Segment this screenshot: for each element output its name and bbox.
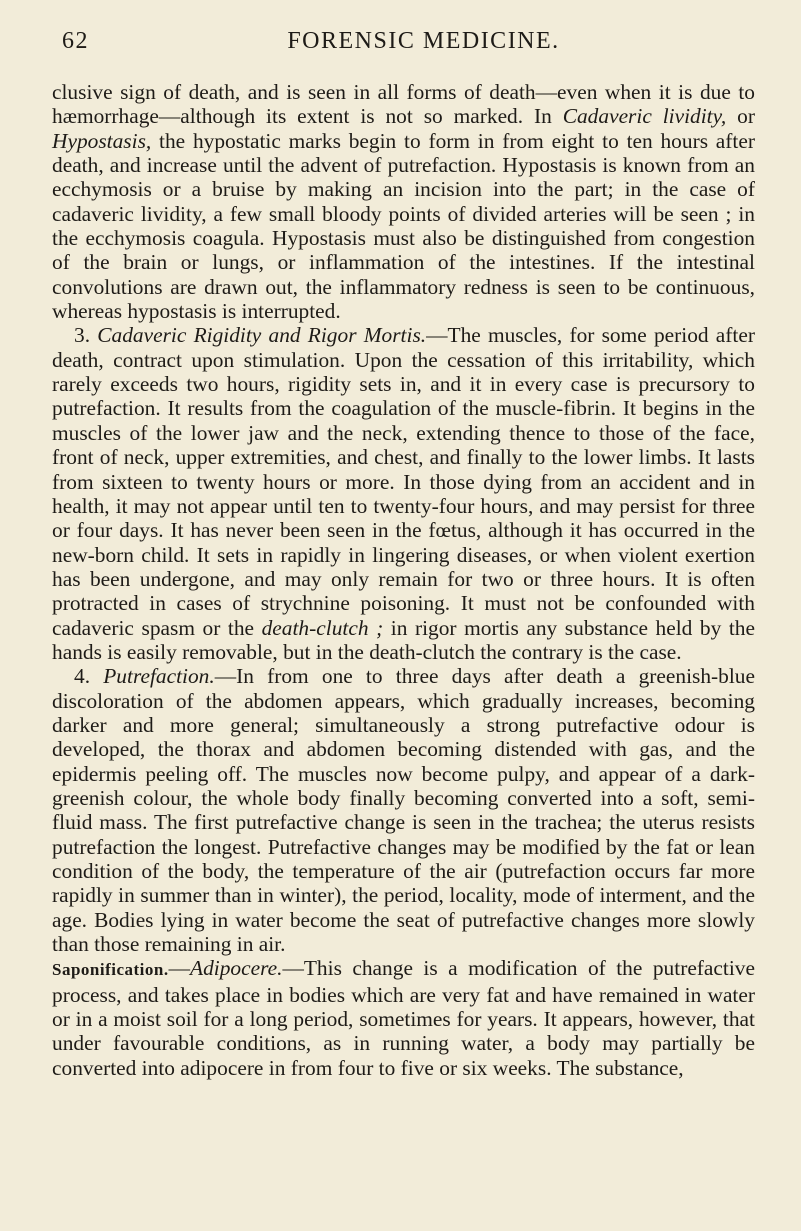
text-run: the hypostatic marks begin to form in from eight to ten hours after death, and increase until the advent of putrefaction. Hypostasis is known from an ecchymosis or a bruise by making an incision into the part; in the case of cadaveric lividity, a few small bloody points of divided arteries will be seen ; in the ecchymosis coagula. Hypostasis must also be distinguished from congestion of the brain or lungs, or inflammation of the intestines. If the intestinal convolutions are drawn out, the inflammatory redness is seen to be continuous, whereas hypostasis is interrupted. [52, 128, 755, 324]
text-run: —In from one to three days after death a greenish-blue discoloration of the abdomen appears, which gradually increases, becoming darker and more general; simultaneously a strong putrefactive odour is developed, the thorax and abdomen becoming distended with gas, and the epidermis peeling off. The muscles now become pulpy, and appear of a dark-greenish colour, the whole body finally becoming converted into a soft, semi-fluid mass. The first putrefactive change is seen in the trachea; the uterus resists putrefaction the longest. Putrefactive changes may be modified by the fat or lean condition of the body, the temperature of the air (putrefaction occurs far more rapidly in summer than in winter), the period, locality, mode of interment, and the age. Bodies lying in water become the seat of putrefactive changes more slowly than those remaining in air. [52, 664, 755, 957]
page-number: 62 [62, 28, 89, 54]
text-run: —The muscles, for some period after death, contract upon stimulation. Upon the cessation of this irritability, which rarely exceeds two hours, rigidity sets in, and it in every case is precursory to putrefaction. It results from the coagulation of the muscle-fibrin. It begins in the muscles of the lower jaw and the neck, extending thence to those of the face, front of neck, upper extremities, and chest, and finally to the lower limbs. It lasts from sixteen to twenty hours or more. In those dying from an accident and in health, it may not appear until ten to twenty-four hours, and may persist for three or four days. It has never been seen in the fœtus, although it has occurred in the new-born child. It sets in rapidly in lingering diseases, or when violent exertion has been undergone, and may only remain for two or three hours. It is often protracted in cases of strychnine poisoning. It must not be confounded with cadaveric spasm or the [52, 323, 755, 640]
italic-term: death-clutch ; [261, 615, 384, 640]
paragraph-saponification [52, 956, 755, 1080]
text-run: clusive sign of death, and is seen in all forms of death—even when it is due to hæmorrhage—although its extent is not so marked. In [52, 80, 755, 129]
text-run: or [726, 104, 755, 129]
paragraph-rigidity [52, 323, 755, 664]
subsection-heading: Saponification. [52, 960, 169, 980]
italic-term: Cadaveric lividity, [562, 104, 727, 129]
italic-term: Hypostasis, [52, 128, 152, 153]
paragraph-lividity [52, 80, 755, 323]
paragraph-putrefaction [52, 664, 755, 956]
text-run: —This change is a modification of the putrefactive process, and takes place in bodies which are very fat and have remained in water or in a moist soil for a long period, sometimes for years. It appears, however, that under favourable conditions, as in running water, a body may partially be converted into adipocere in from four to five or six weeks. The substance, [52, 956, 755, 1080]
page-header [52, 22, 755, 56]
running-head: FORENSIC MEDICINE. [287, 28, 560, 54]
section-number: 4. [74, 664, 91, 689]
section-title: Putrefaction. [103, 664, 215, 689]
section-title: Cadaveric Rigidity and Rigor Mortis. [97, 323, 427, 348]
section-title: Adipocere. [190, 956, 283, 981]
text-run: in rigor mortis any substance held by the hands is easily removable, but in the death-clutch the contrary is the case. [52, 615, 755, 664]
text-run: — [168, 956, 190, 981]
section-number: 3. [74, 323, 91, 348]
body-text [52, 80, 755, 1080]
